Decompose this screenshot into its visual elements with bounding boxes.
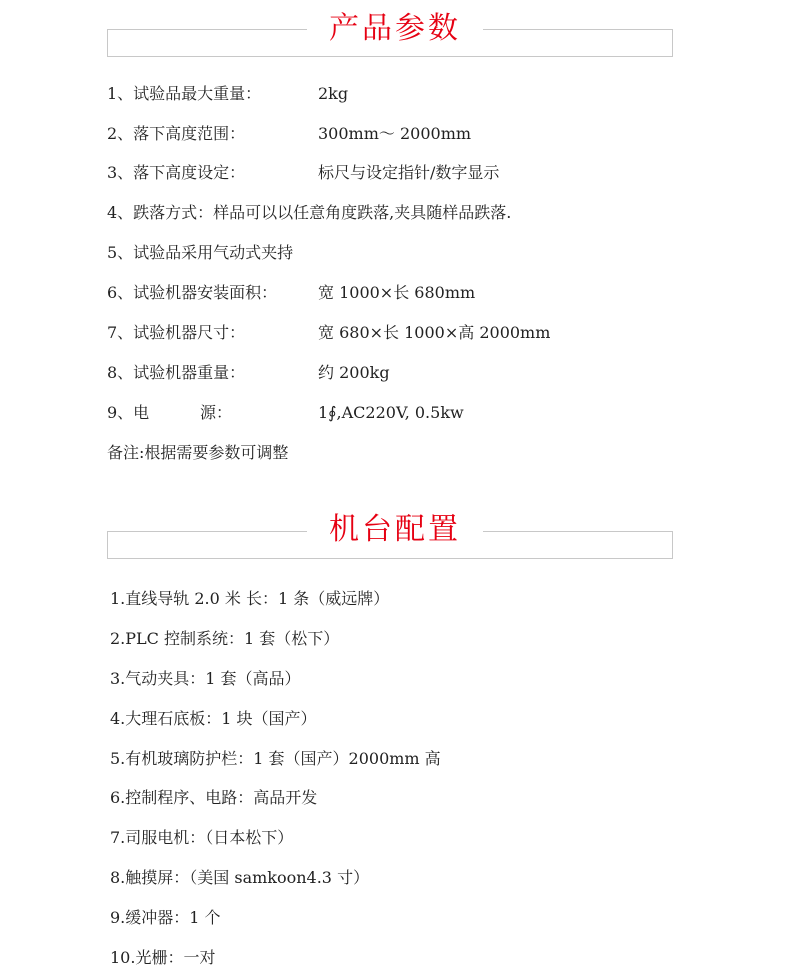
config-section-title: 机台配置: [0, 515, 790, 545]
param-row: [107, 403, 464, 423]
config-item: 7.司服电机：（日本松下）: [110, 828, 294, 847]
param-value: 标尺与设定指针/数字显示: [318, 163, 500, 182]
param-row: [107, 243, 293, 263]
config-item: 9.缓冲器：1 个: [110, 908, 221, 927]
param-value: 1∮,AC220V, 0.5kw: [318, 403, 464, 422]
config-item: 3.气动夹具：1 套（高品）: [110, 669, 301, 688]
param-label: 3、落下高度设定：: [107, 163, 246, 182]
param-label: 9、电 源：: [107, 403, 233, 422]
config-item: 5.有机玻璃防护栏：1 套（国产）2000mm 高: [110, 749, 441, 768]
param-label: 8、试验机器重量：: [107, 363, 246, 382]
params-section-title: 产品参数: [0, 14, 790, 44]
param-row: [107, 363, 390, 383]
param-value: 约 200kg: [318, 363, 390, 382]
param-value: 2kg: [318, 84, 349, 103]
note-text: 备注:根据需要参数可调整: [107, 443, 289, 462]
config-item: 4.大理石底板：1 块（国产）: [110, 709, 317, 728]
param-row: [107, 283, 476, 303]
param-label: 2、落下高度范围：: [107, 124, 246, 143]
config-item: 1.直线导轨 2.0 米 长：1 条（威远牌）: [110, 589, 390, 608]
param-row: [107, 124, 472, 144]
param-value: 300mm～ 2000mm: [318, 124, 472, 143]
config-item: 2.PLC 控制系统：1 套（松下）: [110, 629, 340, 648]
param-label: 4、跌落方式：样品可以以任意角度跌落,夹具随样品跌落.: [107, 203, 512, 222]
param-label: 7、试验机器尺寸：: [107, 323, 246, 342]
param-row: [107, 84, 349, 104]
config-item: 6.控制程序、电路：高品开发: [110, 788, 318, 807]
config-item: 8.触摸屏：（美国 samkoon4.3 寸）: [110, 868, 370, 887]
param-label: 1、试验品最大重量：: [107, 84, 262, 103]
param-row: [107, 203, 511, 223]
config-item: 10.光栅：一对: [110, 948, 216, 967]
param-note: [107, 443, 288, 463]
param-value: 宽 1000×长 680mm: [318, 283, 476, 302]
param-value: 宽 680×长 1000×高 2000mm: [318, 323, 551, 342]
param-row: [107, 163, 500, 183]
param-label: 6、试验机器安装面积：: [107, 283, 278, 302]
param-label: 5、试验品采用气动式夹持: [107, 243, 294, 262]
param-row: [107, 323, 551, 343]
